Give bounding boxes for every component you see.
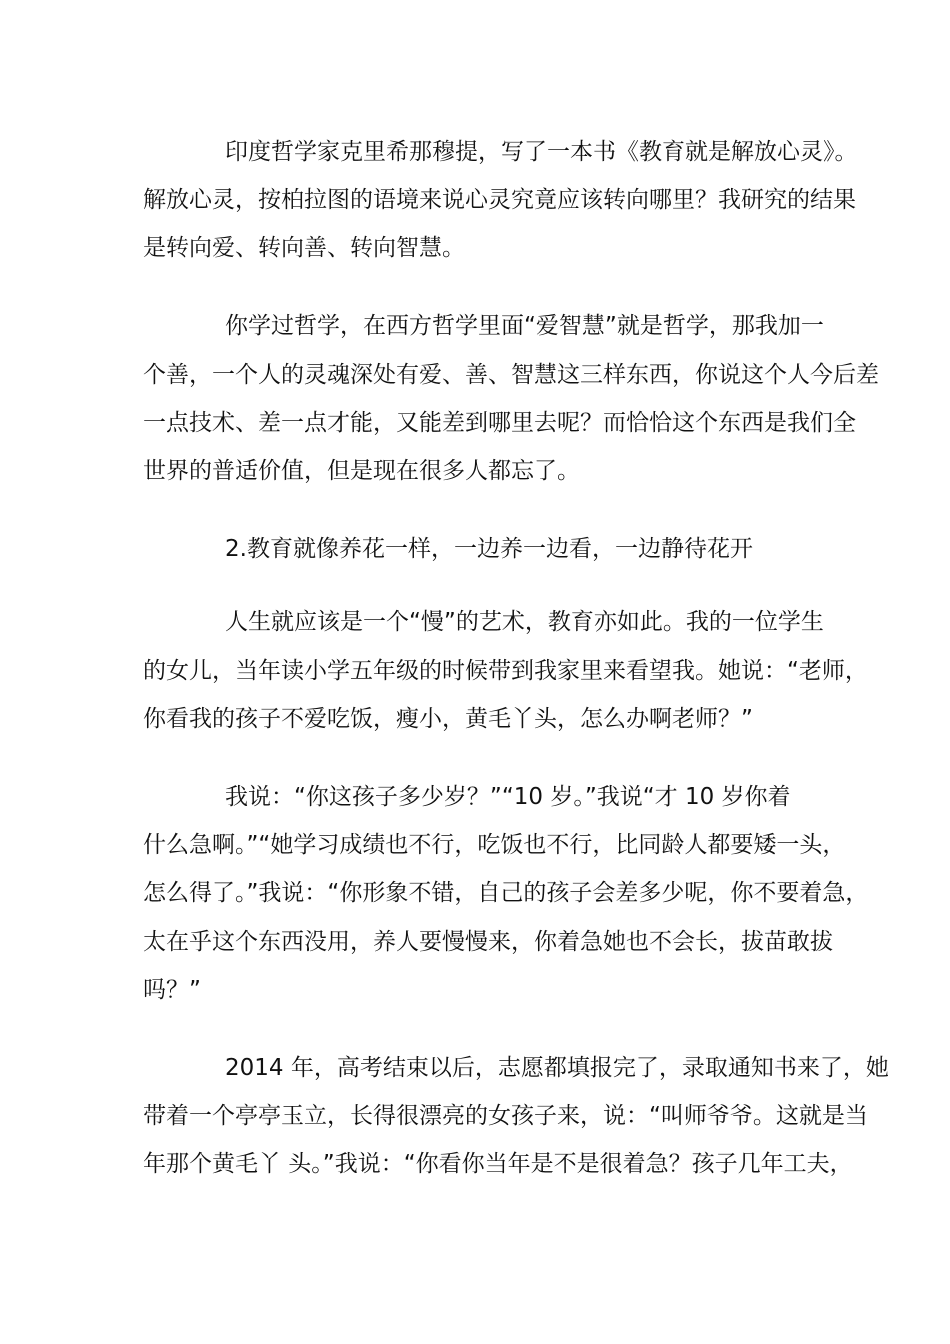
paragraph-6-line-1: 2014 年，高考结束以后，志愿都填报完了，录取通知书来了，她 — [225, 1055, 889, 1081]
paragraph-1-line-2: 解放心灵，按柏拉图的语境来说心灵究竟应该转向哪里？我研究的结果 — [143, 187, 856, 213]
paragraph-5-line-1: 我说：“你这孩子多少岁？”“10 岁。”我说“才 10 岁你着 — [225, 784, 791, 810]
paragraph-4-line-2: 的女儿，当年读小学五年级的时候带到我家里来看望我。她说：“老师， — [143, 658, 868, 684]
paragraph-2-line-2: 个善，一个人的灵魂深处有爱、善、智慧这三样东西，你说这个人今后差 — [143, 362, 879, 388]
paragraph-2-line-3: 一点技术、差一点才能，又能差到哪里去呢？而恰恰这个东西是我们全 — [143, 410, 856, 436]
paragraph-5-line-5: 吗？” — [143, 977, 201, 1003]
paragraph-2-line-1: 你学过哲学，在西方哲学里面“爱智慧”就是哲学，那我加一 — [225, 313, 824, 339]
section-heading: 2.教育就像养花一样，一边养一边看，一边静待花开 — [225, 536, 753, 562]
paragraph-5-line-3: 怎么得了。”我说：“你形象不错，自己的孩子会差多少呢，你不要着急， — [143, 880, 869, 906]
paragraph-5-line-2: 什么急啊。”“她学习成绩也不行，吃饭也不行，比同龄人都要矮一头， — [143, 832, 846, 858]
paragraph-6-line-3: 年那个黄毛丫 头。”我说：“你看你当年是不是很着急？孩子几年工夫， — [143, 1151, 853, 1177]
paragraph-1-line-3: 是转向爱、转向善、转向智慧。 — [143, 235, 465, 261]
paragraph-5-line-4: 太在乎这个东西没用，养人要慢慢来，你着急她也不会长，拔苗敢拔 — [143, 929, 833, 955]
paragraph-4-line-3: 你看我的孩子不爱吃饭，瘦小，黄毛丫头，怎么办啊老师？” — [143, 706, 753, 732]
paragraph-6-line-2: 带着一个亭亭玉立，长得很漂亮的女孩子来，说：“叫师爷爷。这就是当 — [143, 1103, 868, 1129]
paragraph-4-line-1: 人生就应该是一个“慢”的艺术，教育亦如此。我的一位学生 — [225, 609, 824, 635]
paragraph-1-line-1: 印度哲学家克里希那穆提，写了一本书《教育就是解放心灵》。 — [225, 139, 858, 165]
paragraph-2-line-4: 世界的普适价值，但是现在很多人都忘了。 — [143, 458, 580, 484]
